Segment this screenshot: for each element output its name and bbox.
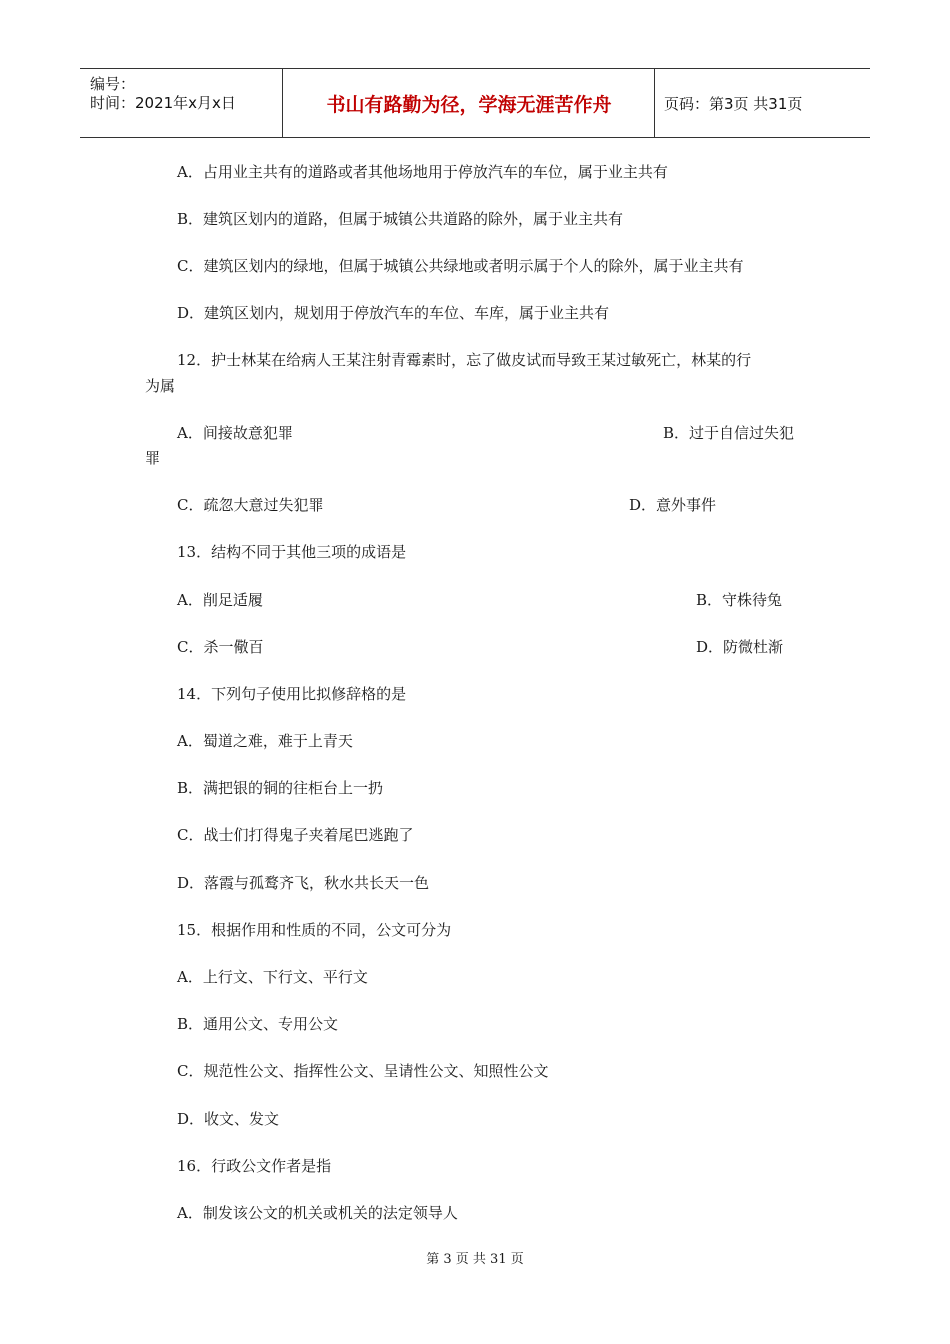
q16-option-a: A．制发该公文的机关或机关的法定领导人 — [177, 1204, 458, 1222]
q11-option-d: D．建筑区划内，规划用于停放汽车的车位、车库，属于业主共有 — [177, 304, 610, 322]
q15-option-c: C．规范性公文、指挥性公文、呈请性公文、知照性公文 — [177, 1062, 549, 1080]
page-header — [80, 68, 870, 138]
q15-stem: 15．根据作用和性质的不同，公文可分为 — [177, 921, 452, 939]
q14-stem: 14．下列句子使用比拟修辞格的是 — [177, 685, 407, 703]
q13-option-d: D．防微杜渐 — [696, 638, 784, 656]
q11-option-a: A．占用业主共有的道路或者其他场地用于停放汽车的车位，属于业主共有 — [177, 163, 668, 181]
q12-stem: 12．护士林某在给病人王某注射青霉素时，忘了做皮试而导致王某过敏死亡，林某的行 — [177, 351, 752, 369]
q13-stem: 13．结构不同于其他三项的成语是 — [177, 543, 407, 561]
serial-label: 编号： — [90, 75, 136, 93]
q16-stem: 16．行政公文作者是指 — [177, 1157, 332, 1175]
q12-option-d: D．意外事件 — [629, 496, 717, 514]
page-footer: 第 3 页 共 31 页 — [426, 1252, 524, 1267]
q12-stem-cont: 为属 — [145, 377, 176, 395]
q13-option-b: B．守株待兔 — [696, 591, 783, 609]
header-meta-cell — [80, 69, 283, 137]
q14-option-d: D．落霞与孤鹜齐飞，秋水共长天一色 — [177, 874, 430, 892]
q14-option-b: B．满把银的铜的往柜台上一扔 — [177, 779, 384, 797]
q14-option-c: C．战士们打得鬼子夹着尾巴逃跑了 — [177, 826, 414, 844]
q14-option-a: A．蜀道之难，难于上青天 — [177, 732, 353, 750]
q11-option-c: C．建筑区划内的绿地，但属于城镇公共绿地或者明示属于个人的除外，属于业主共有 — [177, 257, 744, 275]
q15-option-b: B．通用公文、专用公文 — [177, 1015, 339, 1033]
header-motto: 书山有路勤为径，学海无涯苦作舟 — [284, 69, 655, 137]
q12-option-c: C．疏忽大意过失犯罪 — [177, 496, 324, 514]
q15-option-a: A．上行文、下行文、平行文 — [177, 968, 368, 986]
q12-option-b-cont: 罪 — [145, 449, 161, 467]
q15-option-d: D．收文、发文 — [177, 1110, 280, 1128]
time-label: 时间：2021年x月x日 — [90, 94, 236, 112]
q12-option-b: B．过于自信过失犯 — [663, 424, 795, 442]
q12-option-a: A．间接故意犯罪 — [177, 424, 293, 442]
q13-option-a: A．削足适履 — [177, 591, 263, 609]
header-page-info: 页码：第3页 共31页 — [664, 94, 803, 113]
q11-option-b: B．建筑区划内的道路，但属于城镇公共道路的除外，属于业主共有 — [177, 210, 624, 228]
q13-option-c: C．杀一儆百 — [177, 638, 264, 656]
